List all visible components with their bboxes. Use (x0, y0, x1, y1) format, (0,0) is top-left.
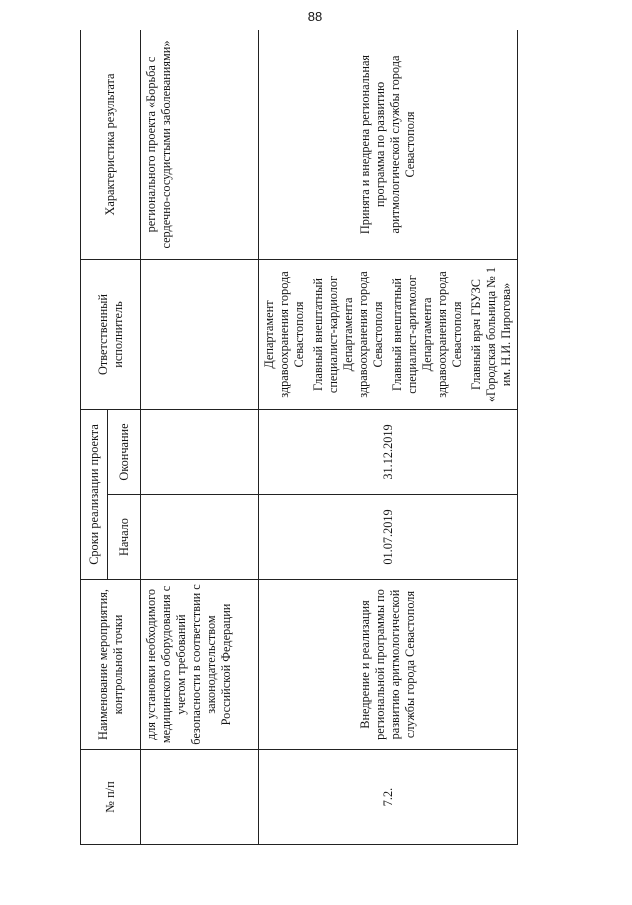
header-responsible: Ответственный исполнитель (81, 260, 141, 410)
page-number: 88 (307, 9, 323, 24)
header-name: Наименование мероприятия, контрольной точки (81, 580, 141, 750)
row2-end: 31.12.2019 (259, 410, 518, 495)
responsible-line: Главный внештатный специалист-кардиолог Департамента здравоохранения города Севастополя (311, 271, 385, 398)
header-terms: Сроки реализации проекта (81, 410, 108, 580)
responsible-line: Главный врач ГБУЗС «Городская больница № 1 им. Н.И. Пирогова» (469, 266, 513, 403)
header-num: № п/п (81, 750, 141, 845)
landscape-table-wrapper (80, 30, 610, 845)
row2-start: 01.07.2019 (259, 495, 518, 580)
row1-num (141, 750, 259, 845)
header-row (81, 30, 108, 845)
header-end: Окончание (108, 410, 141, 495)
header-start: Начало (108, 495, 141, 580)
row1-start (141, 495, 259, 580)
table-row (259, 30, 518, 845)
row2-name: Внедрение и реализация региональной программы по развитию аритмологической службы города Севастополя (259, 580, 518, 750)
responsible-line: Главный внештатный специалист-аритмолог Департамента здравоохранения города Севастополя (390, 271, 464, 398)
row1-name: для установки необходимого медицинского оборудования с учетом требований безопасности в соответствии с законодательством Российской Федерации (141, 580, 259, 750)
rotated-table-area (80, 30, 610, 845)
row1-result: регионального проекта «Борьба с сердечно-сосудистыми заболеваниями» (141, 30, 259, 260)
row2-responsible (259, 260, 518, 410)
header-result: Характеристика результата (81, 30, 141, 260)
row1-end (141, 410, 259, 495)
row2-num: 7.2. (259, 750, 518, 845)
project-table (80, 30, 518, 845)
row2-result: Принята и внедрена региональная программа по развитию аритмологической службы города Севастополя (259, 30, 518, 260)
row1-responsible (141, 260, 259, 410)
table-row (141, 30, 259, 845)
responsible-line: Департамент здравоохранения города Севастополя (262, 271, 306, 398)
